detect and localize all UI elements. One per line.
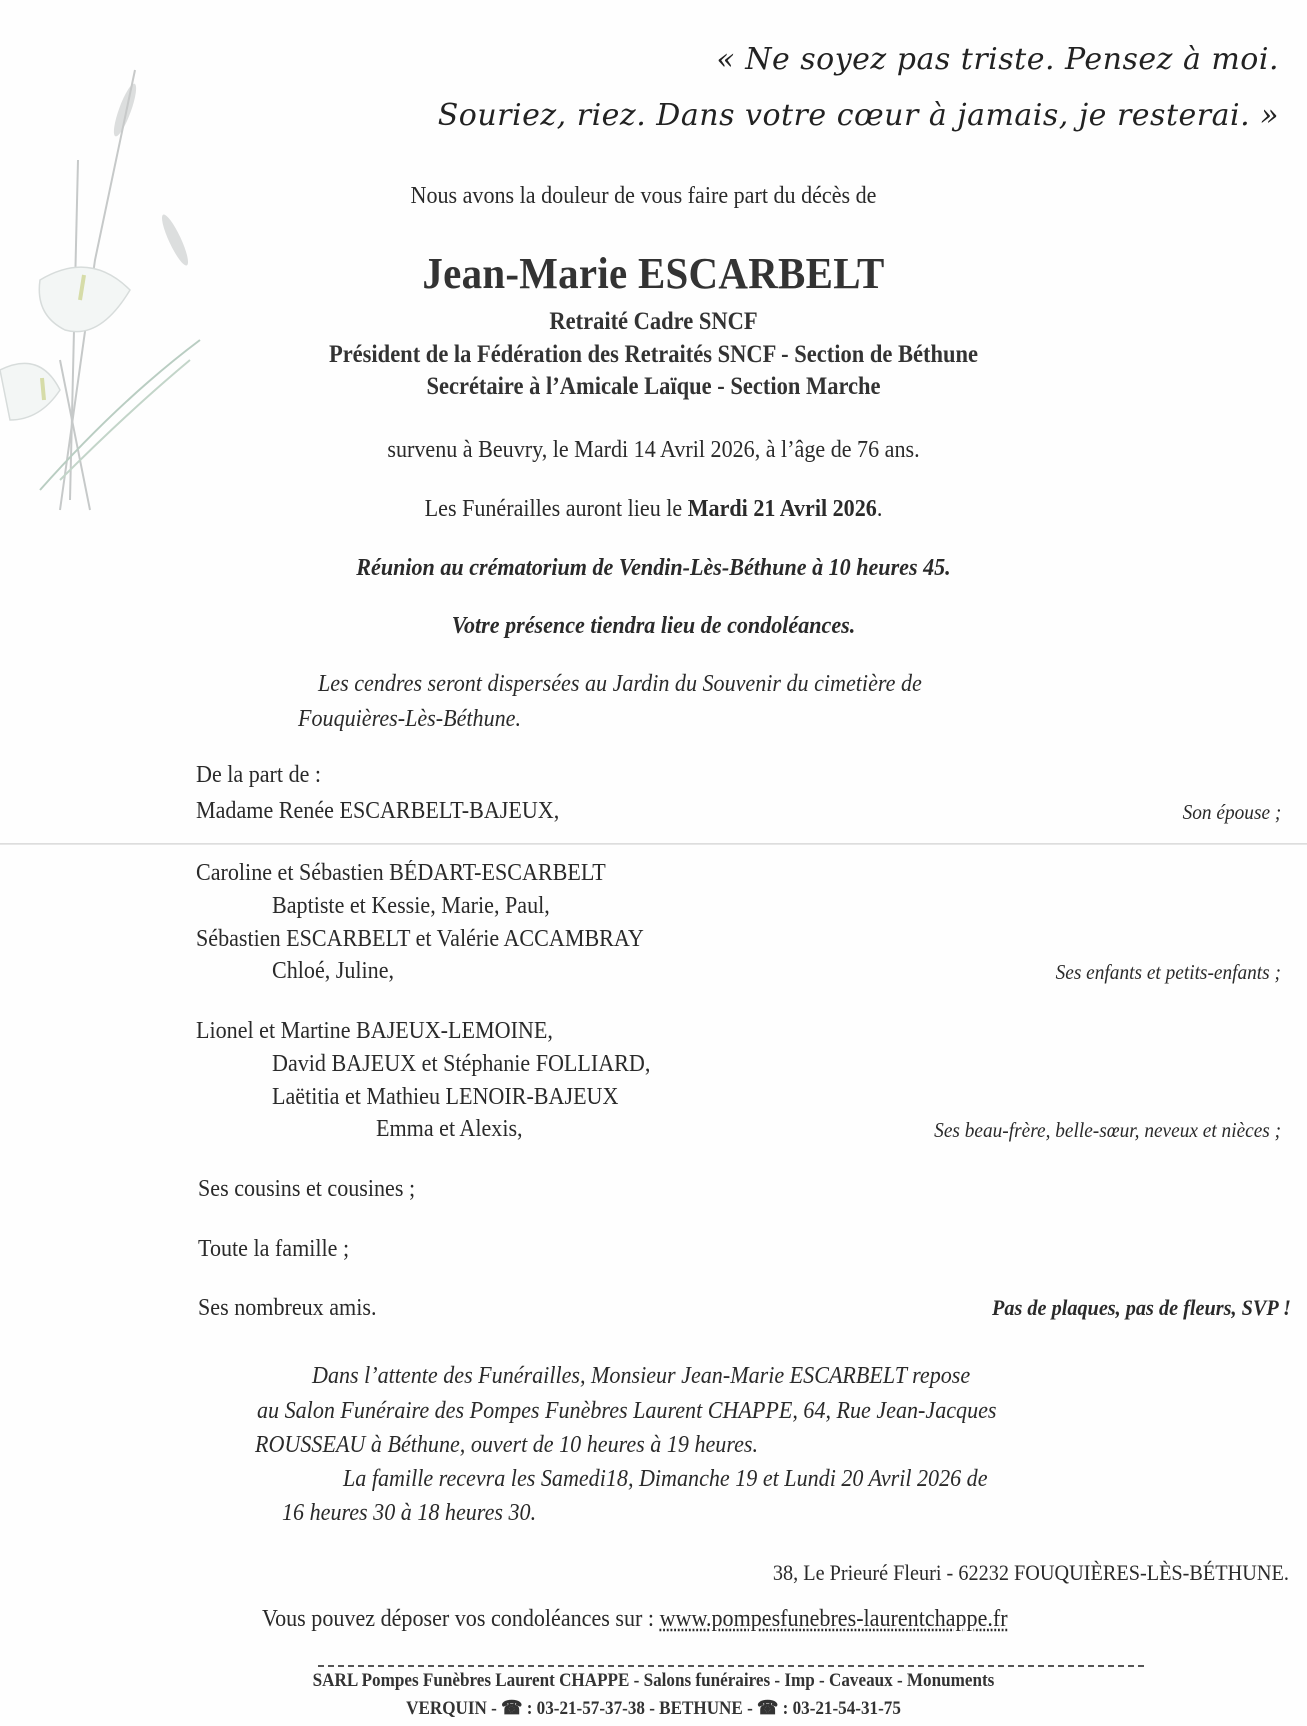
family-inlaws-4: Emma et Alexis, bbox=[376, 1116, 523, 1142]
death-details: survenu à Beuvry, le Mardi 14 Avril 2026, à l’âge de 76 ans. bbox=[387, 437, 920, 463]
intro-text: Nous avons la douleur de vous faire part du décès de bbox=[410, 183, 877, 209]
condolences-prefix: Vous pouvez déposer vos condoléances sur : bbox=[262, 1606, 660, 1632]
no-flowers-note: Pas de plaques, pas de fleurs, SVP ! bbox=[992, 1295, 1291, 1320]
family-grandchildren-1: Baptiste et Kessie, Marie, Paul, bbox=[272, 893, 550, 919]
funeral-date: Mardi 21 Avril 2026 bbox=[687, 496, 877, 522]
funeral-suffix: . bbox=[876, 496, 883, 522]
relation-spouse: Son épouse ; bbox=[1182, 800, 1281, 824]
family-grandchildren-2: Chloé, Juline, bbox=[272, 958, 395, 984]
salon-line-5: 16 heures 30 à 18 heures 30. bbox=[282, 1500, 537, 1526]
family-cousins: Ses cousins et cousines ; bbox=[198, 1176, 416, 1202]
ashes-line-1: Les cendres seront dispersées au Jardin du Souvenir du cimetière de bbox=[318, 671, 922, 697]
family-inlaws-2: David BAJEUX et Stéphanie FOLLIARD, bbox=[272, 1051, 651, 1077]
family-all: Toute la famille ; bbox=[198, 1236, 350, 1262]
title-line-2: Président de la Fédération des Retraités SNCF - Section de Béthune bbox=[328, 341, 979, 368]
title-line-1: Retraité Cadre SNCF bbox=[549, 308, 758, 335]
quote-line-2: Souriez, riez. Dans votre cœur à jamais, je resterai. » bbox=[437, 98, 1279, 133]
family-inlaws-1: Lionel et Martine BAJEUX-LEMOINE, bbox=[196, 1018, 553, 1044]
salon-line-3: ROUSSEAU à Béthune, ouvert de 10 heures à 19 heures. bbox=[255, 1432, 759, 1458]
footer-divider bbox=[318, 1665, 1144, 1667]
funeral-line bbox=[52, 496, 1254, 523]
crematorium-meeting: Réunion au crématorium de Vendin-Lès-Béthune à 10 heures 45. bbox=[356, 555, 951, 581]
family-spouse: Madame Renée ESCARBELT-BAJEUX, bbox=[196, 798, 560, 824]
family-children-2: Sébastien ESCARBELT et Valérie ACCAMBRAY bbox=[196, 926, 644, 952]
title-line-3: Secrétaire à l’Amicale Laïque - Section Marche bbox=[426, 373, 881, 400]
salon-line-2: au Salon Funéraire des Pompes Funèbres Laurent CHAPPE, 64, Rue Jean-Jacques bbox=[257, 1398, 997, 1424]
condolences-link[interactable]: www.pompesfunebres-laurentchappe.fr bbox=[659, 1606, 1008, 1632]
salon-line-4: La famille recevra les Samedi18, Dimanche 19 et Lundi 20 Avril 2026 de bbox=[343, 1466, 988, 1492]
footer-phone-line: VERQUIN - ☎ : 03-21-57-37-38 - BETHUNE - ☎ : 03-21-54-31-75 bbox=[406, 1698, 901, 1719]
ashes-line-2: Fouquières-Lès-Béthune. bbox=[298, 706, 521, 732]
family-inlaws-3: Laëtitia et Mathieu LENOIR-BAJEUX bbox=[272, 1084, 619, 1110]
deceased-name: Jean-Marie ESCARBELT bbox=[422, 249, 885, 298]
relation-children: Ses enfants et petits-enfants ; bbox=[1055, 960, 1281, 984]
family-children-1: Caroline et Sébastien BÉDART-ESCARBELT bbox=[196, 860, 606, 886]
funeral-prefix: Les Funérailles auront lieu le bbox=[424, 496, 688, 522]
footer-company-line: SARL Pompes Funèbres Laurent CHAPPE - Salons funéraires - Imp - Caveaux - Monuments bbox=[312, 1670, 995, 1691]
quote-line-1: « Ne soyez pas triste. Pensez à moi. bbox=[716, 42, 1279, 77]
fold-line bbox=[0, 843, 1307, 845]
family-friends: Ses nombreux amis. bbox=[198, 1295, 377, 1321]
condolences-line bbox=[262, 1606, 1008, 1633]
relation-inlaws: Ses beau-frère, belle-sœur, neveux et nièces ; bbox=[934, 1118, 1281, 1142]
salon-line-1: Dans l’attente des Funérailles, Monsieur Jean-Marie ESCARBELT repose bbox=[312, 1363, 971, 1389]
family-address: 38, Le Prieuré Fleuri - 62232 FOUQUIÈRES-LÈS-BÉTHUNE. bbox=[772, 1560, 1289, 1585]
family-header: De la part de : bbox=[196, 762, 322, 788]
presence-note: Votre présence tiendra lieu de condoléances. bbox=[451, 613, 856, 639]
